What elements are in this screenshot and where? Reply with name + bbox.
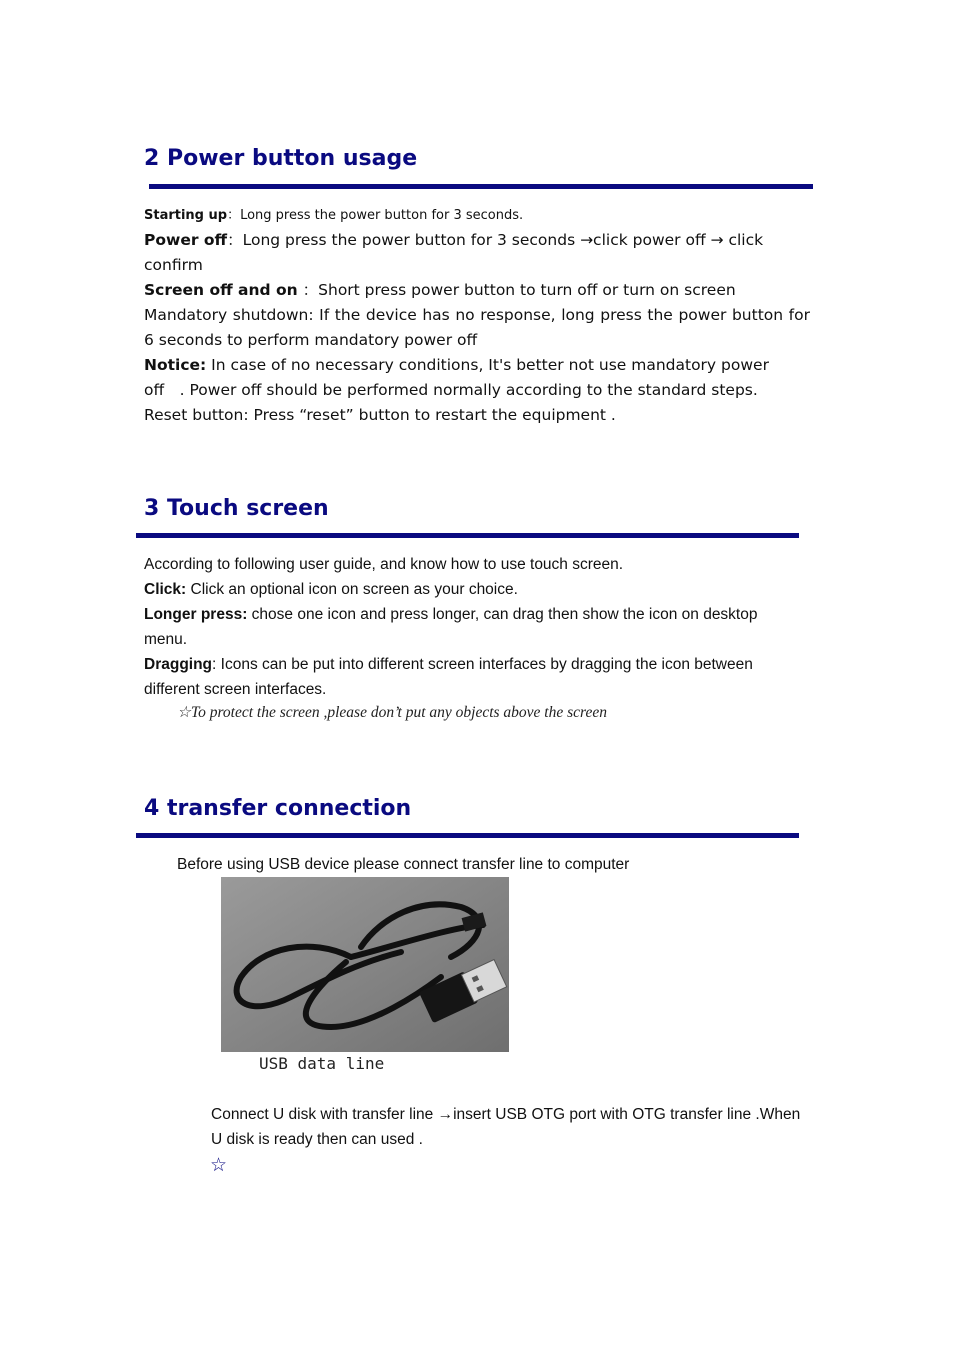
mandatory-line: Mandatory shutdown: If the device has no response, long press the power button for 6 seconds to perform mandatory power off (144, 306, 810, 349)
touch-note: ☆To protect the screen ,please don’t put any objects above the screen (177, 704, 607, 721)
heading-rule (136, 833, 799, 838)
power-off-line (144, 228, 810, 278)
longer-label: Longer press: (144, 606, 248, 623)
notice-label: Notice: (144, 356, 207, 374)
click-label: Click: (144, 581, 187, 598)
dragging-line (144, 652, 794, 702)
photo-caption: USB data line (259, 1054, 385, 1073)
longer-text: chose one icon and press longer, can drag then show the icon on desktop menu. (144, 606, 758, 648)
power-body (144, 202, 810, 428)
click-text: Click an optional icon on screen as your choice. (186, 581, 518, 598)
screen-text: ：Short press power button to turn off or turn on screen (297, 281, 736, 299)
touch-intro: According to following user guide, and know how to use touch screen. (144, 556, 624, 573)
heading-rule (149, 184, 813, 189)
usb-cable-photo (221, 877, 509, 1052)
heading-rule (136, 533, 799, 538)
click-line (144, 577, 794, 602)
transfer-intro: Before using USB device please connect transfer line to computer (177, 856, 630, 873)
power-off-text: ：Long press the power button for 3 seconds →click power off → click confirm (144, 231, 764, 274)
connect-text: Connect U disk with transfer line →insert USB OTG port with OTG transfer line .When U disk is ready then can used . (211, 1106, 801, 1148)
dragging-label: Dragging (144, 656, 213, 673)
usb-cable-illustration (221, 877, 509, 1052)
starting-up-label: Starting up (144, 208, 228, 223)
section-heading-power: 2 Power button usage (144, 146, 418, 171)
dragging-text: : Icons can be put into different screen interfaces by dragging the icon between different screen interfaces. (144, 656, 753, 698)
notice-line (144, 353, 810, 403)
touch-body (144, 552, 794, 702)
star-icon: ☆ (210, 1154, 228, 1176)
starting-up-text: ：Long press the power button for 3 seconds. (227, 208, 524, 223)
screen-line (144, 278, 810, 303)
power-off-label: Power off (144, 231, 228, 249)
longer-line (144, 602, 794, 652)
screen-label: Screen off and on (144, 281, 298, 299)
section-heading-touch: 3 Touch screen (144, 496, 329, 521)
starting-up-line (144, 202, 810, 228)
reset-line: Reset button: Press “reset” button to restart the equipment . (144, 406, 616, 424)
notice-text: In case of no necessary conditions, It's better not use mandatory power off . Power off should be performed normally according to the standard steps. (144, 356, 769, 399)
section-heading-transfer: 4 transfer connection (144, 796, 412, 821)
